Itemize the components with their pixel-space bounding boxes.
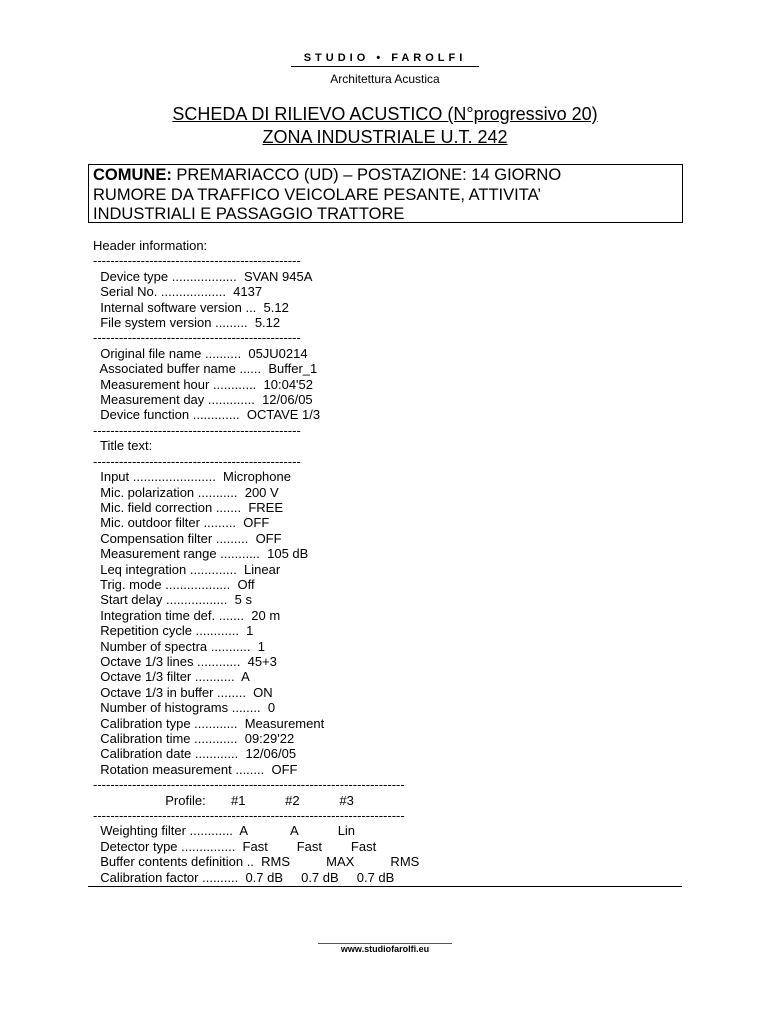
report-line: ------------------------------------------------ (93, 330, 301, 346)
report-line: ------------------------------------------------ (93, 453, 301, 469)
studio-name: STUDIO • FAROLFI (303, 52, 467, 64)
report-line: Device type .................. SVAN 945A (93, 268, 313, 284)
studio-subtitle: Architettura Acustica (330, 72, 440, 86)
comune-label: COMUNE: (93, 166, 172, 184)
location-box (88, 164, 683, 223)
report-line: ------------------------------------------------------------------------ (93, 808, 405, 824)
report-line: Rotation measurement ........ OFF (93, 761, 298, 777)
report-line: Mic. outdoor filter ......... OFF (93, 515, 270, 531)
report-line: Octave 1/3 filter ........... A (93, 669, 250, 685)
report-line: Weighting filter ............ A A Lin (93, 823, 356, 839)
report-line: Mic. polarization ........... 200 V (93, 484, 279, 500)
report-line: Device function ............. OCTAVE 1/3 (93, 407, 321, 423)
footer-url: www.studiofarolfi.eu (340, 944, 430, 954)
location-line-3: INDUSTRIALI E PASSAGGIO TRATTORE (93, 205, 405, 223)
report-line: Associated buffer name ...... Buffer_1 (93, 361, 318, 377)
report-line: Calibration date ............ 12/06/05 (93, 746, 297, 762)
report-line: ------------------------------------------------------------------------ (93, 777, 405, 793)
document-title-line1: SCHEDA DI RILIEVO ACUSTICO (N°progressivo 20) (172, 104, 598, 124)
document-title (0, 104, 770, 125)
report-line: Trig. mode .................. Off (93, 576, 255, 592)
document-title-line2: ZONA INDUSTRIALE U.T. 242 (262, 127, 508, 147)
report-line: Start delay ................. 5 s (93, 592, 252, 608)
report-line: Integration time def. ....... 20 m (93, 607, 281, 623)
report-line: Octave 1/3 in buffer ........ ON (93, 684, 273, 700)
report-line: Detector type ............... Fast Fast Fast (93, 838, 377, 854)
report-line: Original file name .......... 05JU0214 (93, 345, 308, 361)
report-line: Measurement range ........... 105 dB (93, 546, 309, 562)
report-line: Profile: #1 #2 #3 (93, 792, 354, 808)
report-line: ------------------------------------------------ (93, 253, 301, 269)
report-line: Calibration type ............ Measurement (93, 715, 325, 731)
report-line: Number of spectra ........... 1 (93, 638, 265, 654)
report-line: Input ....................... Microphone (93, 469, 291, 485)
report-line: Header information: (93, 238, 208, 253)
measurement-report (93, 238, 419, 885)
report-line: Internal software version ... 5.12 (93, 299, 289, 315)
report-line: Octave 1/3 lines ............ 45+3 (93, 653, 277, 669)
report-line: Buffer contents definition .. RMS MAX RMS (93, 854, 420, 870)
report-line: ------------------------------------------------ (93, 422, 301, 438)
report-line: File system version ......... 5.12 (93, 315, 281, 331)
location-line-1 (93, 166, 678, 186)
report-bottom-rule (88, 886, 682, 887)
report-line: Calibration factor .......... 0.7 dB 0.7 dB 0.7 dB (93, 869, 395, 885)
report-line: Measurement day ............. 12/06/05 (93, 392, 313, 408)
report-line: Title text: (93, 438, 153, 454)
studio-underline (291, 66, 479, 67)
report-line: Serial No. .................. 4137 (93, 284, 263, 300)
report-line: Measurement hour ............ 10:04'52 (93, 376, 313, 392)
location-line-2: RUMORE DA TRAFFICO VEICOLARE PESANTE, ATTIVITA’ (93, 185, 542, 204)
report-line: Repetition cycle ............ 1 (93, 623, 254, 639)
report-line: Mic. field correction ....... FREE (93, 499, 283, 515)
report-line: Calibration time ............ 09:29'22 (93, 731, 295, 746)
report-line: Number of histograms ........ 0 (93, 700, 276, 716)
report-line: Leq integration ............. Linear (93, 561, 281, 577)
report-line: Compensation filter ......... OFF (93, 530, 282, 546)
location-text-1: PREMARIACCO (UD) – POSTAZIONE: 14 GIORNO (176, 166, 562, 184)
